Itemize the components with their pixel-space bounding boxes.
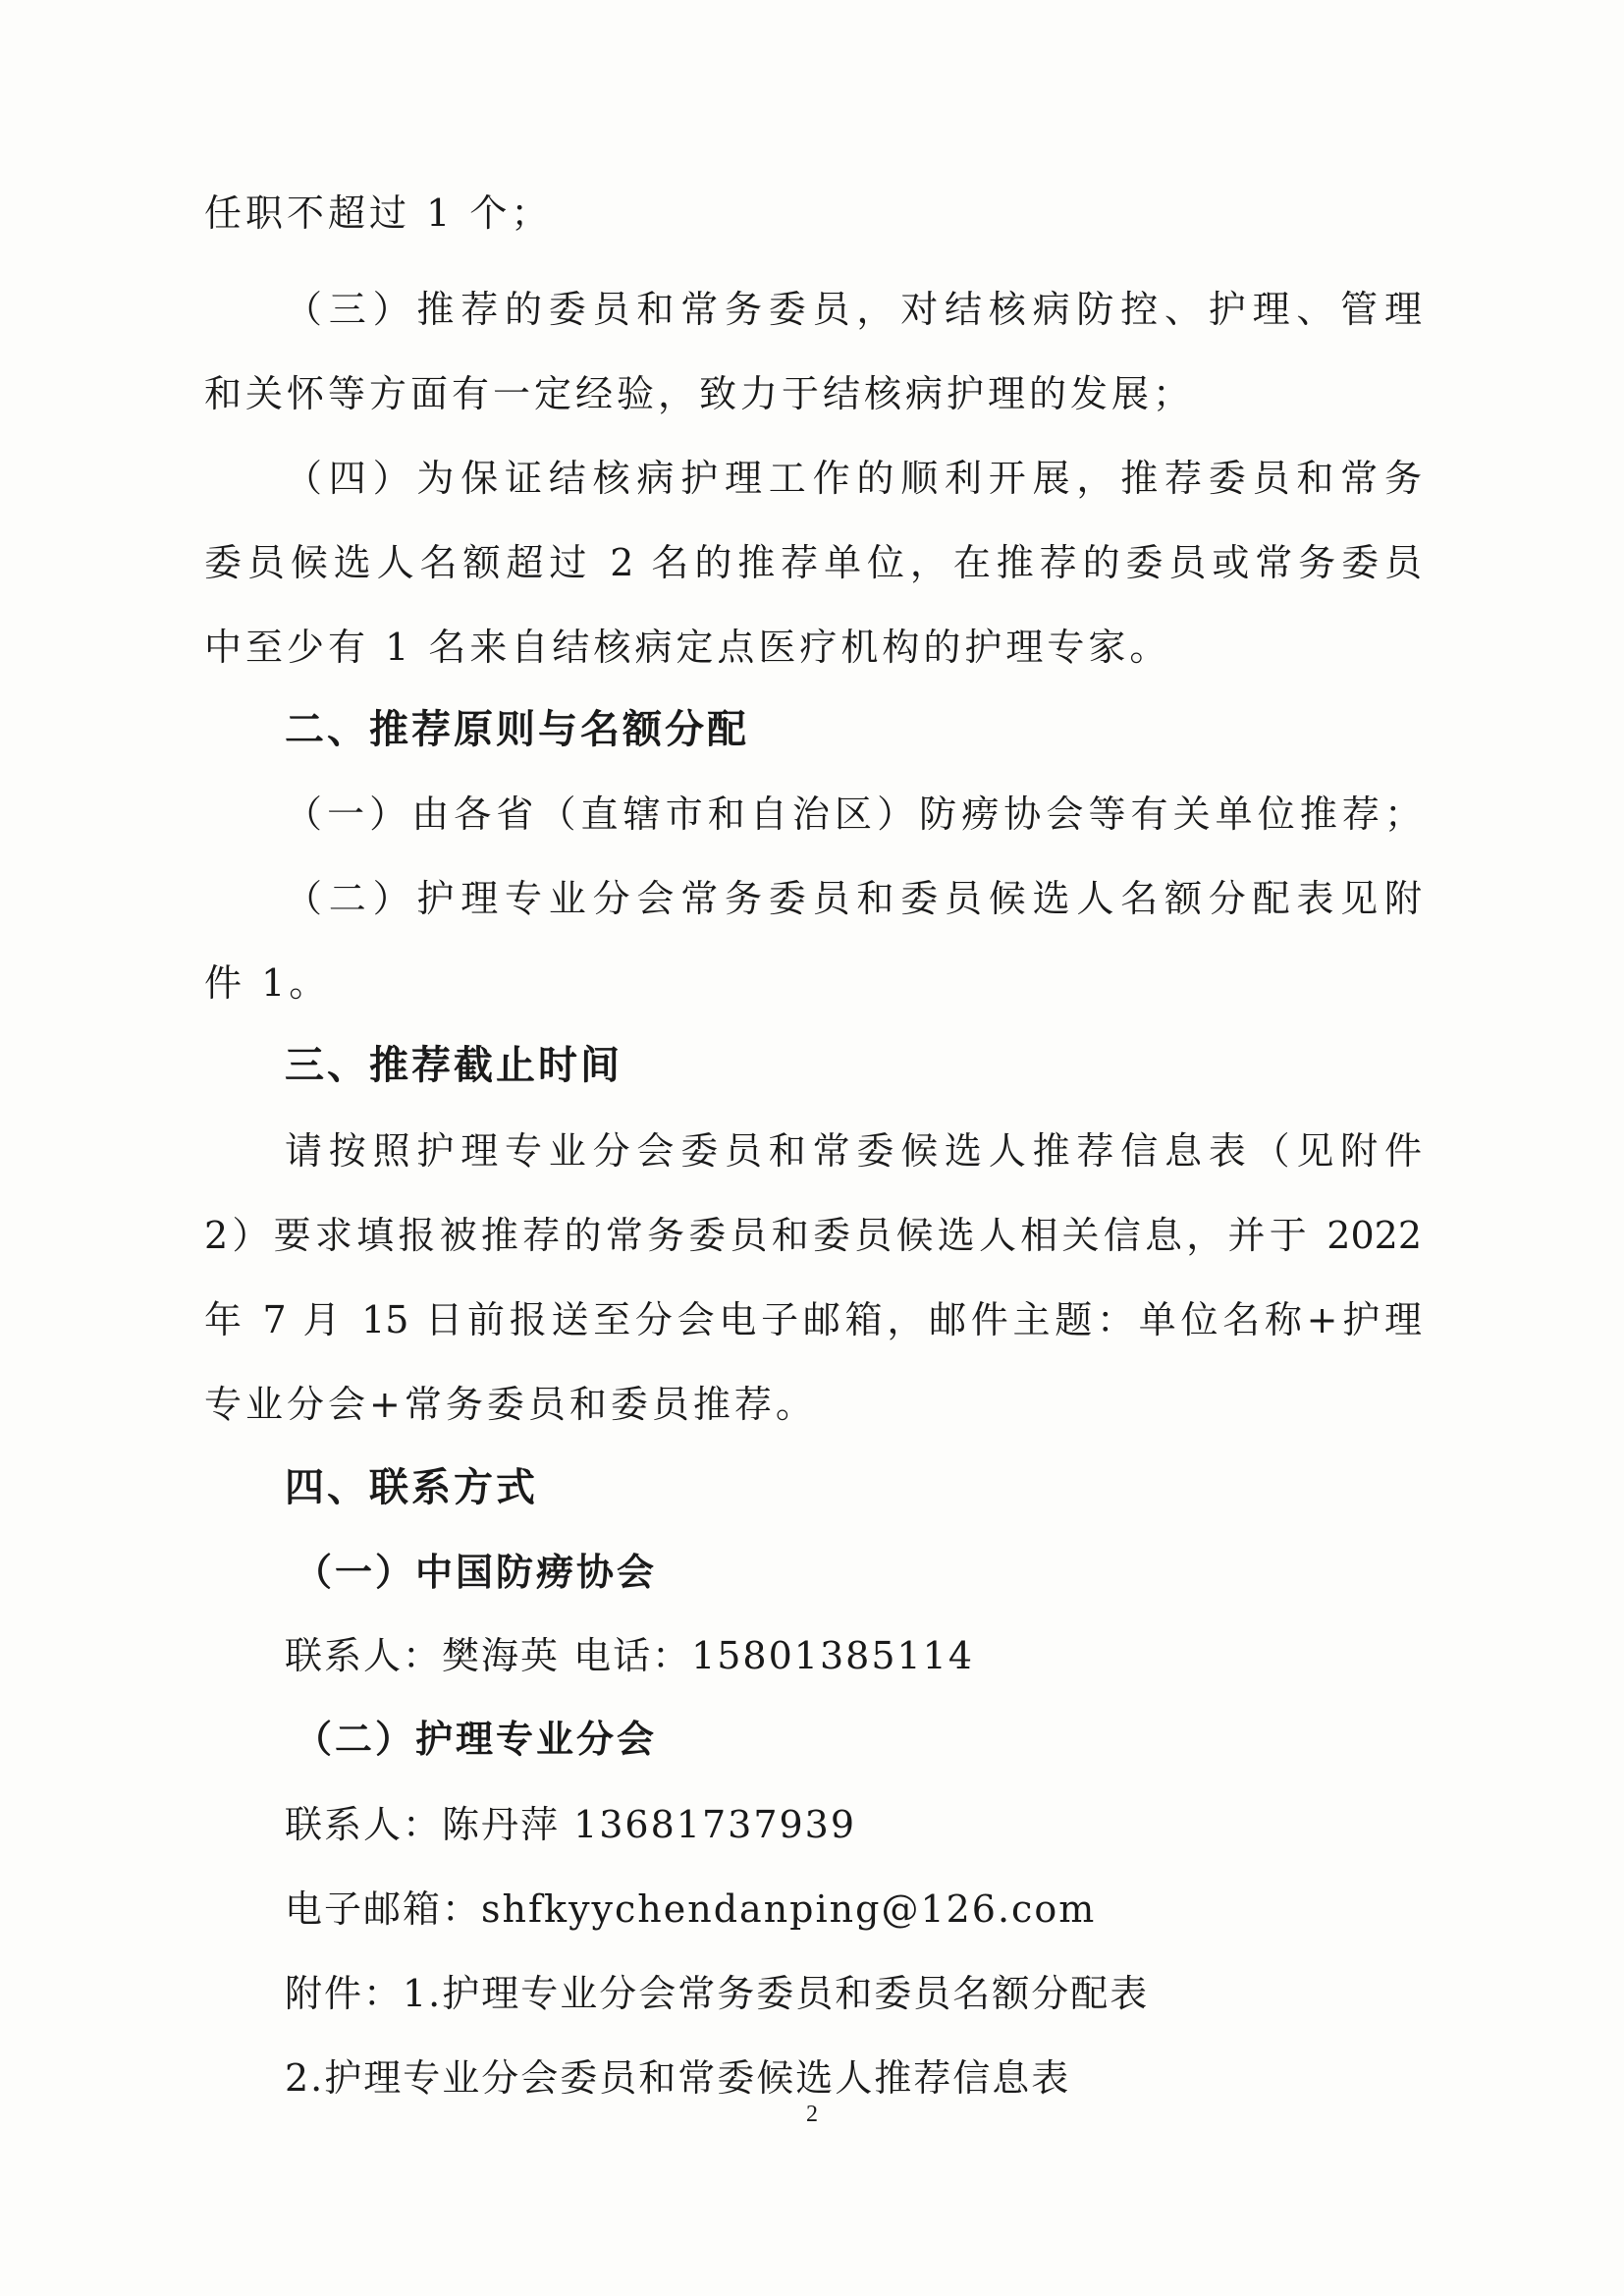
paragraph-line: 专业分会+常务委员和委员推荐。 [204, 1383, 817, 1426]
paragraph-line: 请按照护理专业分会委员和常委候选人推荐信息表（见附件 [285, 1129, 1422, 1173]
paragraph-line: 年 7 月 15 日前报送至分会电子邮箱，邮件主题：单位名称+护理 [204, 1298, 1422, 1341]
page-number: 2 [806, 2102, 818, 2127]
paragraph-line: （四）为保证结核病护理工作的顺利开展，推荐委员和常务 [285, 457, 1422, 500]
paragraph-line: 任职不超过 1 个； [204, 191, 553, 235]
section-heading: 三、推荐截止时间 [285, 1043, 623, 1088]
contact-org-label: （二）护理专业分会 [295, 1718, 658, 1761]
contact-info: 联系人：陈丹萍 13681737939 [285, 1803, 857, 1846]
attachment-item: 附件：1.护理专业分会常务委员和委员名额分配表 [285, 1972, 1150, 2015]
contact-email: 电子邮箱：shfkyychendanping@126.com [285, 1887, 1097, 1931]
paragraph-line: 委员候选人名额超过 2 名的推荐单位，在推荐的委员或常务委员 [204, 541, 1422, 584]
section-heading: 四、联系方式 [285, 1465, 538, 1510]
section-heading: 二、推荐原则与名额分配 [285, 707, 749, 752]
contact-info: 联系人：樊海英 电话：15801385114 [285, 1634, 975, 1677]
paragraph-line: （三）推荐的委员和常务委员，对结核病防控、护理、管理 [285, 288, 1422, 331]
list-item: （一）由各省（直辖市和自治区）防痨协会等有关单位推荐； [285, 793, 1422, 836]
attachment-item: 2.护理专业分会委员和常委候选人推荐信息表 [285, 2056, 1071, 2100]
paragraph-line: 和关怀等方面有一定经验，致力于结核病护理的发展； [204, 372, 1195, 415]
paragraph-line: 中至少有 1 名来自结核病定点医疗机构的护理专家。 [204, 626, 1171, 669]
list-item: （二）护理专业分会常务委员和委员候选人名额分配表见附 [285, 877, 1422, 920]
list-item: 件 1。 [204, 961, 331, 1005]
contact-org-label: （一）中国防痨协会 [295, 1551, 658, 1594]
paragraph-line: 2）要求填报被推荐的常务委员和委员候选人相关信息，并于 2022 [204, 1214, 1422, 1257]
